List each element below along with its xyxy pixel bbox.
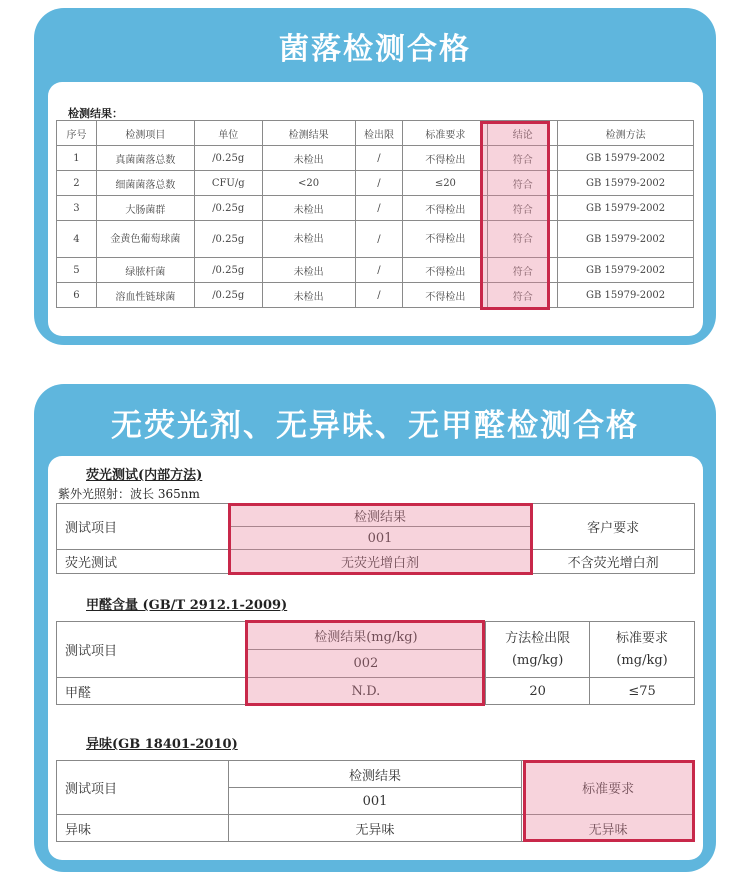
item-header: 测试项目 [57, 504, 229, 550]
table-cell: 真菌菌落总数 [96, 146, 194, 171]
header-cell: 单位 [194, 121, 262, 146]
table-cell: GB 15979-2002 [558, 146, 694, 171]
sample-id: 001 [228, 527, 532, 550]
table-cell: GB 15979-2002 [558, 171, 694, 196]
table-cell: /0.25g [194, 146, 262, 171]
table-cell: 未检出 [262, 221, 355, 258]
table-row [57, 258, 694, 283]
sample-id: 001 [228, 788, 522, 815]
result-header: 检测结果 [228, 761, 522, 788]
result-value: 无异味 [228, 815, 522, 842]
header-cell: 检测方法 [558, 121, 694, 146]
table-cell: 符合 [488, 221, 558, 258]
sample-id: 002 [246, 650, 486, 678]
table-cell: 2 [57, 171, 97, 196]
table-cell: 符合 [488, 283, 558, 308]
formaldehyde-table [56, 621, 695, 705]
table-row [57, 221, 694, 258]
table-cell: 符合 [488, 146, 558, 171]
formaldehyde-heading: 甲醛含量 (GB/T 2912.1-2009) [86, 598, 288, 613]
table-cell: <20 [262, 171, 355, 196]
table-cell: GB 15979-2002 [558, 258, 694, 283]
table-cell: / [355, 258, 403, 283]
item-header: 测试项目 [57, 761, 229, 815]
table-cell: 3 [57, 196, 97, 221]
table-row [57, 283, 694, 308]
table-cell: / [355, 196, 403, 221]
limit-value: 20 [486, 678, 590, 705]
table-row [57, 146, 694, 171]
header-cell: 结论 [488, 121, 558, 146]
table-cell: 不得检出 [403, 196, 488, 221]
standard-value: ≤75 [590, 678, 695, 705]
header-cell: 检测项目 [96, 121, 194, 146]
card-title-bacteria: 菌落检测合格 [279, 32, 471, 67]
table-cell: GB 15979-2002 [558, 221, 694, 258]
result-value: 无荧光增白剂 [228, 550, 532, 574]
header-cell: 序号 [57, 121, 97, 146]
table-cell: / [355, 221, 403, 258]
fluorescence-subline: 紫外光照射：波长 365nm [58, 487, 200, 501]
table-cell: 金黄色葡萄球菌 [96, 221, 194, 258]
table-cell: 不得检出 [403, 221, 488, 258]
test-result-caption: 检测结果： [68, 107, 123, 120]
table-cell: 符合 [488, 196, 558, 221]
odor-table [56, 760, 695, 842]
table-cell: / [355, 146, 403, 171]
requirement-value: 不含荧光增白剂 [532, 550, 695, 574]
table-cell: /0.25g [194, 196, 262, 221]
table-cell: GB 15979-2002 [558, 196, 694, 221]
table-cell: 5 [57, 258, 97, 283]
requirement-header: 客户要求 [532, 504, 695, 550]
item-name: 甲醛 [57, 678, 247, 705]
table-cell: ≤20 [403, 171, 488, 196]
table-cell: 未检出 [262, 196, 355, 221]
table-cell: 1 [57, 146, 97, 171]
table-cell: GB 15979-2002 [558, 283, 694, 308]
table-cell: /0.25g [194, 258, 262, 283]
table-cell: 4 [57, 221, 97, 258]
standard-header: 标准要求 (mg/kg) [590, 622, 695, 678]
table-cell: 未检出 [262, 258, 355, 283]
table-cell: 溶血性链球菌 [96, 283, 194, 308]
card-title-safety: 无荧光剂、无异味、无甲醛检测合格 [111, 408, 639, 444]
table-cell: / [355, 283, 403, 308]
result-value: N.D. [246, 678, 486, 705]
fluorescence-table [56, 503, 695, 574]
odor-heading: 异味(GB 18401-2010) [86, 737, 238, 752]
fluorescence-heading: 荧光测试(内部方法) [86, 468, 203, 483]
table-cell: CFU/g [194, 171, 262, 196]
standard-header: 标准要求 [522, 761, 695, 815]
header-cell: 检测结果 [262, 121, 355, 146]
table-header-row [57, 121, 694, 146]
table-cell: 符合 [488, 171, 558, 196]
header-cell: 检出限 [355, 121, 403, 146]
table-cell: 符合 [488, 258, 558, 283]
table-cell: 未检出 [262, 146, 355, 171]
table-cell: 大肠菌群 [96, 196, 194, 221]
bacteria-results-table [56, 120, 694, 308]
limit-header: 方法检出限 (mg/kg) [486, 622, 590, 678]
item-name: 荧光测试 [57, 550, 229, 574]
table-cell: 不得检出 [403, 146, 488, 171]
table-row [57, 171, 694, 196]
table-cell: /0.25g [194, 283, 262, 308]
table-cell: 不得检出 [403, 258, 488, 283]
table-cell: / [355, 171, 403, 196]
table-cell: 未检出 [262, 283, 355, 308]
table-cell: 绿脓杆菌 [96, 258, 194, 283]
table-cell: 不得检出 [403, 283, 488, 308]
result-header: 检测结果(mg/kg) [246, 622, 486, 650]
header-cell: 标准要求 [403, 121, 488, 146]
table-cell: 细菌菌落总数 [96, 171, 194, 196]
result-header: 检测结果 [228, 504, 532, 527]
item-header: 测试项目 [57, 622, 247, 678]
table-cell: 6 [57, 283, 97, 308]
table-cell: /0.25g [194, 221, 262, 258]
item-name: 异味 [57, 815, 229, 842]
table-row [57, 196, 694, 221]
standard-value: 无异味 [522, 815, 695, 842]
